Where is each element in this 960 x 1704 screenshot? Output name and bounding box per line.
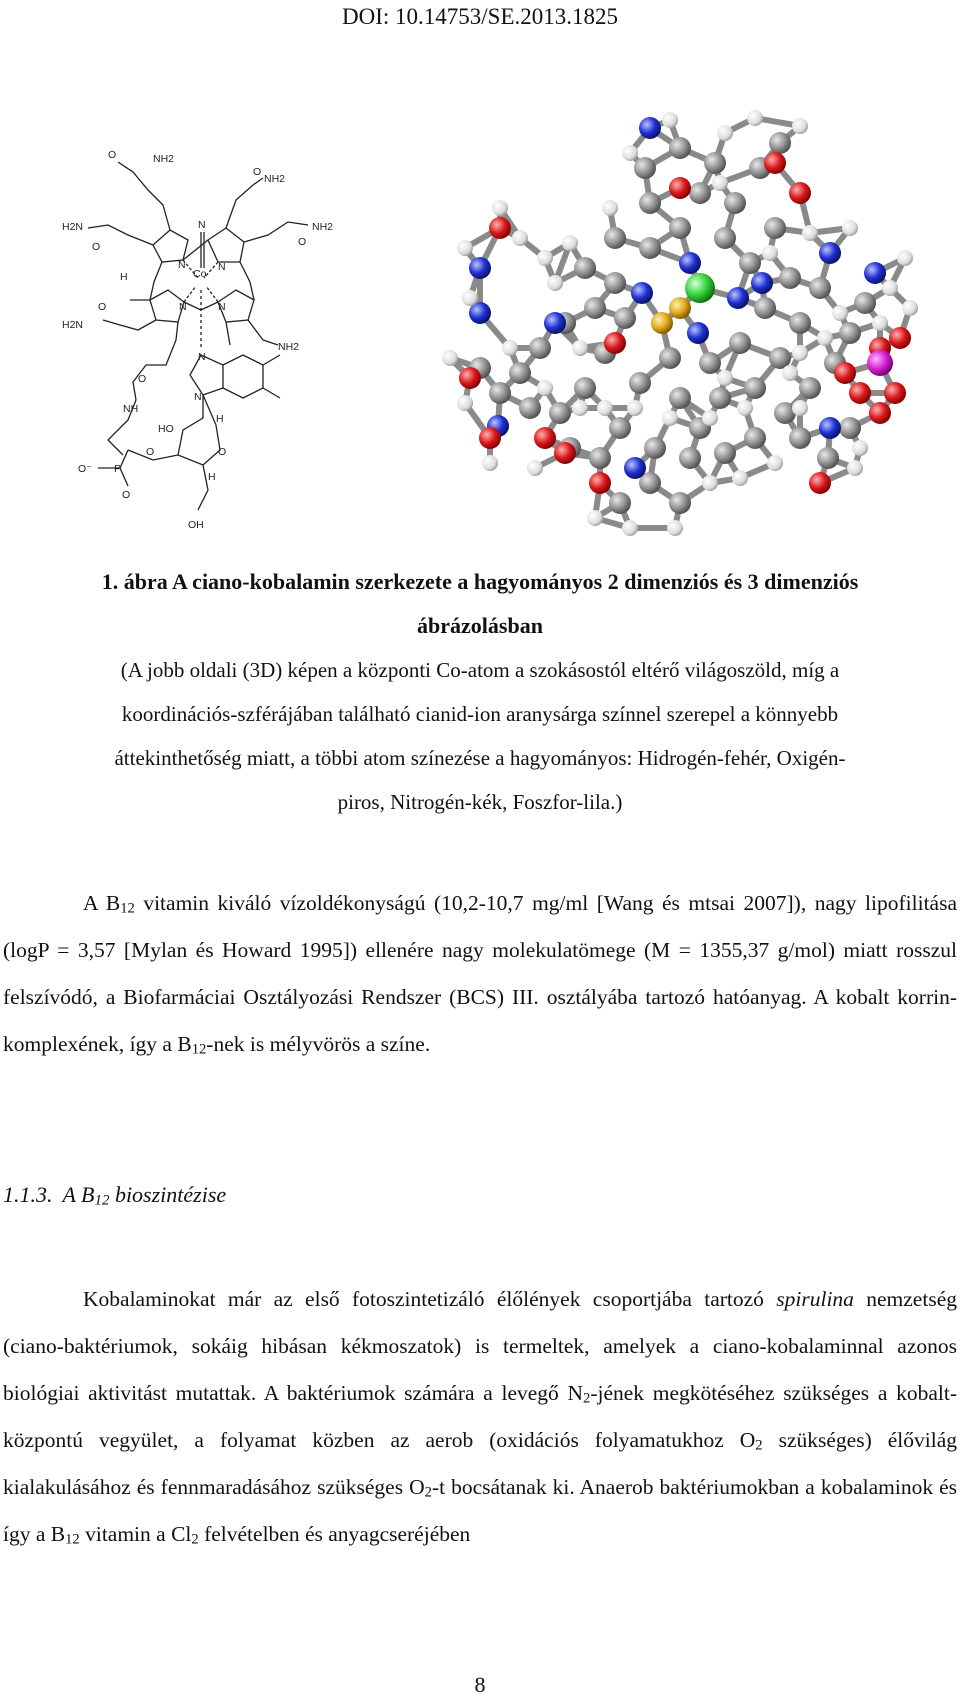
atom-o <box>869 402 891 424</box>
atom-n <box>727 287 749 309</box>
svg-text:NH2: NH2 <box>153 153 175 165</box>
atom-h <box>627 400 643 416</box>
atom-o <box>489 217 511 239</box>
atom-c <box>639 237 661 259</box>
atom-c <box>817 447 839 469</box>
atom-h <box>832 305 848 321</box>
atom-c <box>634 157 656 179</box>
atom-h <box>732 470 748 486</box>
atom-o <box>604 332 626 354</box>
atom-c <box>709 387 731 409</box>
atom-n <box>544 312 566 334</box>
atom-c <box>519 397 541 419</box>
atom-o <box>669 177 691 199</box>
atom-c <box>574 257 596 279</box>
atom-c <box>704 152 726 174</box>
figure-caption-title <box>0 560 960 648</box>
body-paragraph: Kobalaminokat már az első fotoszintetizáló élőlények csoportjába tartozó spirulina nemzetség (ciano-baktériumok, sokáig hibásan kékmoszatok) is termeltek, amelyek a ciano-kobalaminnal azonos biológiai aktivitást mutattak. A baktériumok számára a levegő $N_2$-jének megkötéséhez szükséges a kobalt-központú vegyület, a folyamat közben az aerob (oxidációs folyamatukhoz $O_2$ szükséges) élővilág kialakulásához és fennmaradásához szükséges $O_2-t$ bocsátanak ki. Anaerob baktériumokban a kobalaminok és így a $B_{12}$ vitamin a $Cl_2$ felvételben és anyagcseréjében <box>3 1287 957 1548</box>
atom-o <box>764 152 786 174</box>
atom-co <box>685 273 715 303</box>
svg-text:H2N: H2N <box>62 319 84 331</box>
atom-c <box>809 277 831 299</box>
atom-c <box>509 362 531 384</box>
atom-y <box>669 297 691 319</box>
atom-h <box>792 345 808 361</box>
emphasis-term: spirulina <box>776 1287 854 1311</box>
svg-text:NH2: NH2 <box>264 173 286 185</box>
atom-h <box>792 118 808 134</box>
atom-n <box>687 322 709 344</box>
atom-h <box>662 112 678 128</box>
atom-h <box>792 400 808 416</box>
atom-c <box>639 192 661 214</box>
atom-h <box>622 145 638 161</box>
atom-c <box>589 447 611 469</box>
svg-text:O⁻: O⁻ <box>78 463 92 475</box>
atom-h <box>587 510 603 526</box>
svg-text:O: O <box>146 446 155 458</box>
svg-text:N: N <box>178 259 186 271</box>
body-paragraph: A $B_{12}$ vitamin kiváló vízoldékonyságú (10,2-10,7 mg/ml [Wang és mtsai 2007]), nagy lipofilitása (logP = 3,57 [Mylan és Howard 1995]) ellenére nagy molekulatömege (M = 1355,37 g/mol) miatt rosszul felszívódó, a Biofarmáciai Osztályozási Rendszer (BCS) III. osztályába tartozó hatóanyag. A kobalt korrin- komplexének, így a $B_{12}$-nek is mélyvörös a színe. <box>3 891 957 1058</box>
svg-text:N: N <box>198 219 206 231</box>
atom-o <box>789 182 811 204</box>
atom-o <box>834 362 856 384</box>
atom-h <box>547 275 563 291</box>
atom-o <box>459 367 481 389</box>
atom-n <box>639 117 661 139</box>
atom-h <box>537 250 553 266</box>
atom-h <box>492 200 508 216</box>
svg-text:N: N <box>218 261 226 273</box>
svg-text:N: N <box>194 391 202 403</box>
svg-text:Co: Co <box>193 268 207 280</box>
atom-h <box>622 520 638 536</box>
atom-c <box>529 337 551 359</box>
atom-h <box>782 365 798 381</box>
caption-note-line: koordinációs-szférájában található cianid-ion aranysárga színnel szerepel a könnyebb <box>121 702 839 726</box>
atom-c <box>689 182 711 204</box>
atom-c <box>584 297 606 319</box>
atom-c <box>744 427 766 449</box>
atom-h <box>597 400 613 416</box>
atom-o <box>849 382 871 404</box>
svg-text:P: P <box>114 463 122 475</box>
svg-text:O: O <box>298 236 307 248</box>
atom-h <box>882 280 898 296</box>
atom-c <box>659 347 681 369</box>
atom-c <box>614 307 636 329</box>
svg-text:NH2: NH2 <box>312 221 334 233</box>
atom-h <box>712 175 728 191</box>
atom-c <box>669 387 691 409</box>
atom-c <box>629 372 651 394</box>
atom-c <box>729 332 751 354</box>
atom-h <box>737 400 753 416</box>
atom-h <box>847 460 863 476</box>
atom-h <box>802 225 818 241</box>
atom-h <box>717 125 733 141</box>
caption-note-line: piros, Nitrogén-kék, Foszfor-lila.) <box>337 790 623 814</box>
atom-c <box>854 292 876 314</box>
svg-text:O: O <box>253 166 262 178</box>
atom-h <box>462 290 478 306</box>
structure-2d-figure <box>58 150 358 540</box>
molecule-3d-model <box>380 108 950 548</box>
page-number: 8 <box>474 1672 486 1697</box>
atom-h <box>602 200 618 216</box>
atom-h <box>902 300 918 316</box>
atom-h <box>537 380 553 396</box>
svg-text:OH: OH <box>188 519 204 531</box>
atom-o <box>884 382 906 404</box>
svg-text:O: O <box>92 241 101 253</box>
atom-c <box>644 437 666 459</box>
atom-c <box>754 297 776 319</box>
atom-h <box>717 370 733 386</box>
atom-c <box>739 252 761 274</box>
svg-text:N: N <box>218 301 226 313</box>
atom-c <box>669 137 691 159</box>
atom-h <box>527 460 543 476</box>
svg-text:O: O <box>108 150 117 161</box>
atom-o <box>809 472 831 494</box>
atom-h <box>702 410 718 426</box>
atom-c <box>574 377 596 399</box>
atom-c <box>714 442 736 464</box>
atom-n <box>819 242 841 264</box>
atom-h <box>562 235 578 251</box>
atom-c <box>714 227 736 249</box>
svg-text:H: H <box>208 471 216 483</box>
atom-c <box>609 492 631 514</box>
atom-c <box>799 377 821 399</box>
atom-c <box>549 402 571 424</box>
atom-c <box>679 447 701 469</box>
atom-c <box>764 217 786 239</box>
atom-c <box>839 417 861 439</box>
svg-text:HO: HO <box>158 423 174 435</box>
svg-text:O: O <box>122 489 131 501</box>
atom-o <box>889 327 911 349</box>
atom-h <box>872 315 888 331</box>
atom-c <box>604 227 626 249</box>
svg-text:N: N <box>179 301 187 313</box>
atom-h <box>457 240 473 256</box>
atom-h <box>662 410 678 426</box>
atom-c <box>724 192 746 214</box>
atom-h <box>842 220 858 236</box>
caption-title-line: 1. ábra A ciano-kobalamin szerkezete a hagyományos 2 dimenziós és 3 dimenziós <box>101 569 859 594</box>
caption-note-line: (A jobb oldali (3D) képen a központi Co-atom a szokásostól eltérő világoszöld, míg a <box>120 658 840 682</box>
atom-h <box>747 110 763 126</box>
atom-c <box>604 272 626 294</box>
svg-text:O: O <box>138 373 147 385</box>
section-number: 1.1.3. <box>3 1182 53 1207</box>
caption-note-line: áttekinthetőség miatt, a többi atom színezése a hagyományos: Hidrogén-fehér, Oxigén- <box>114 746 846 770</box>
atom-o <box>589 472 611 494</box>
svg-text:H: H <box>120 271 128 283</box>
structure-2d-drawing <box>58 150 358 540</box>
svg-text:H2N: H2N <box>62 221 84 233</box>
atom-c <box>779 267 801 289</box>
svg-text:H: H <box>216 413 224 425</box>
atom-h <box>817 330 833 346</box>
atom-h <box>512 230 528 246</box>
atom-n <box>751 272 773 294</box>
atom-h <box>852 440 868 456</box>
figure-caption-note <box>0 648 960 824</box>
atom-c <box>744 377 766 399</box>
atom-h <box>482 455 498 471</box>
structure-3d-figure <box>380 108 950 548</box>
atom-n <box>819 417 841 439</box>
atom-c <box>489 382 511 404</box>
atom-c <box>839 322 861 344</box>
atom-h <box>762 245 778 261</box>
svg-text:NH: NH <box>123 403 139 415</box>
svg-text:O: O <box>218 446 227 458</box>
atom-n <box>631 282 653 304</box>
caption-title-line: ábrázolásban <box>417 613 543 638</box>
atom-c <box>669 217 691 239</box>
atom-y <box>651 312 673 334</box>
atom-h <box>502 340 518 356</box>
atom-h <box>667 520 683 536</box>
atom-h <box>442 350 458 366</box>
svg-text:O: O <box>98 301 107 313</box>
atom-c <box>609 417 631 439</box>
atom-c <box>699 352 721 374</box>
atom-c <box>669 492 691 514</box>
atom-n <box>864 262 886 284</box>
atom-h <box>572 400 588 416</box>
section-heading: 1.1.3. A $B_{12}$ bioszintézise <box>3 1182 227 1209</box>
atom-n <box>679 252 701 274</box>
atom-p <box>867 350 893 376</box>
atom-h <box>457 395 473 411</box>
doi-header: DOI: 10.14753/SE.2013.1825 <box>342 4 618 29</box>
atom-c <box>789 427 811 449</box>
atom-c <box>769 132 791 154</box>
atom-o <box>554 442 576 464</box>
atom-n <box>624 457 646 479</box>
atom-c <box>789 312 811 334</box>
atom-h <box>702 475 718 491</box>
atom-o <box>534 427 556 449</box>
svg-text:NH2: NH2 <box>278 341 300 353</box>
atom-h <box>767 455 783 471</box>
svg-text:N: N <box>198 351 206 363</box>
atom-o <box>479 427 501 449</box>
atom-h <box>897 250 913 266</box>
atom-h <box>572 340 588 356</box>
atom-n <box>469 257 491 279</box>
